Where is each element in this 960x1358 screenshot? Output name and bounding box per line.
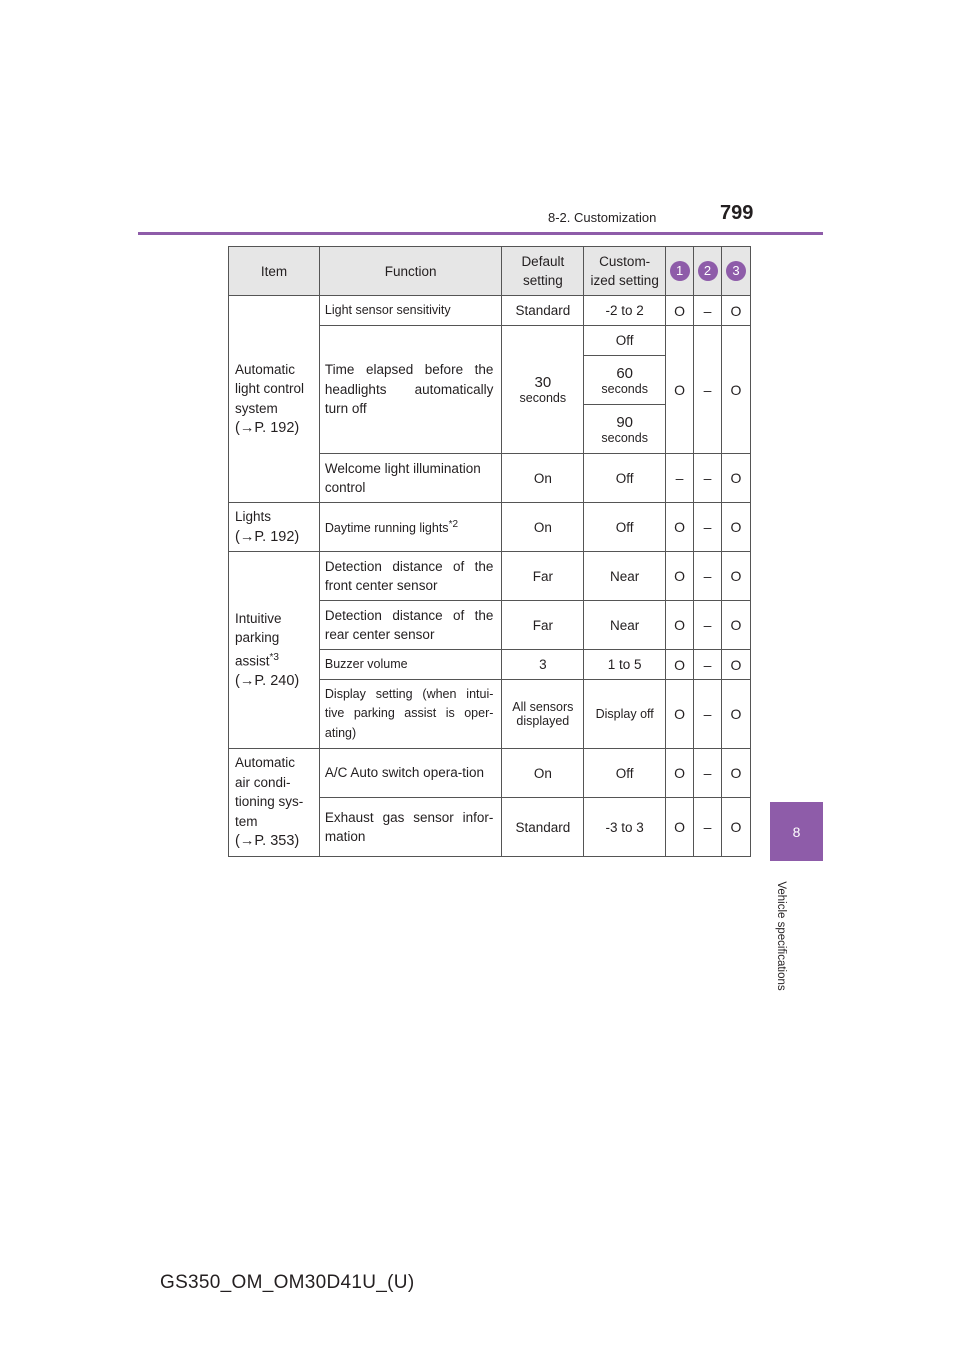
- table-header-row: [229, 247, 751, 296]
- function-cell: Buzzer volume: [319, 650, 502, 680]
- method-3-cell: O: [722, 454, 751, 503]
- method-1-cell: O: [666, 503, 694, 552]
- default-cell: On: [502, 503, 584, 552]
- default-cell: Far: [502, 552, 584, 601]
- item-lights: Lights (→P. 192): [229, 503, 320, 552]
- default-cell: 3: [502, 650, 584, 680]
- method-3-cell: O: [722, 798, 751, 857]
- method-3-cell: O: [722, 749, 751, 798]
- custom-cell: Display off: [584, 680, 666, 749]
- custom-cell: Off: [584, 454, 666, 503]
- function-cell: Welcome light illumination control: [319, 454, 502, 503]
- method-3-cell: O: [722, 552, 751, 601]
- col-method-3: [722, 247, 751, 296]
- custom-cell: 60 seconds: [584, 356, 666, 405]
- method-1-cell: O: [666, 326, 694, 454]
- chapter-number: 8: [792, 823, 801, 840]
- custom-cell: -3 to 3: [584, 798, 666, 857]
- method-2-cell: –: [694, 749, 722, 798]
- method-2-cell: –: [694, 680, 722, 749]
- method-1-cell: O: [666, 680, 694, 749]
- method-3-cell: O: [722, 503, 751, 552]
- item-automatic-light-control: Automatic light control system (→P. 192): [229, 296, 320, 503]
- document-code: GS350_OM_OM30D41U_(U): [160, 1272, 415, 1293]
- custom-cell: 1 to 5: [584, 650, 666, 680]
- method-2-icon: 2: [698, 261, 718, 281]
- method-2-cell: –: [694, 326, 722, 454]
- col-item: Item: [229, 247, 320, 296]
- custom-cell: Off: [584, 503, 666, 552]
- default-cell: All sensors displayed: [502, 680, 584, 749]
- table-row: [229, 552, 751, 601]
- item-intuitive-parking-assist: Intuitive parking assist$^{*3}$ (→P. 240): [229, 552, 320, 749]
- header-rule: [138, 232, 823, 235]
- method-2-cell: –: [694, 552, 722, 601]
- default-cell: Far: [502, 601, 584, 650]
- table-row: [229, 749, 751, 798]
- table-row: [229, 296, 751, 326]
- custom-cell: Off: [584, 749, 666, 798]
- method-3-cell: O: [722, 326, 751, 454]
- method-1-cell: O: [666, 601, 694, 650]
- method-1-cell: O: [666, 296, 694, 326]
- method-2-cell: –: [694, 454, 722, 503]
- custom-cell: Near: [584, 601, 666, 650]
- method-3-cell: O: [722, 601, 751, 650]
- method-1-cell: O: [666, 552, 694, 601]
- default-cell: On: [502, 749, 584, 798]
- col-default: Default setting: [502, 247, 584, 296]
- method-3-cell: O: [722, 650, 751, 680]
- method-1-cell: –: [666, 454, 694, 503]
- page-number: 799: [720, 202, 754, 224]
- table-row: [229, 503, 751, 552]
- section-title: 8-2. Customization: [548, 210, 657, 225]
- item-automatic-air-conditioning: Automatic air condi- tioning sys- tem (→P. 353): [229, 749, 320, 857]
- function-cell: Daytime running lights$^{*2}$: [319, 503, 502, 552]
- col-method-2: [694, 247, 722, 296]
- col-function: Function: [319, 247, 502, 296]
- chapter-side-label: Vehicle specifications: [775, 881, 787, 991]
- method-2-cell: –: [694, 798, 722, 857]
- method-3-cell: O: [722, 296, 751, 326]
- custom-cell: Off: [584, 326, 666, 356]
- default-cell: Standard: [502, 296, 584, 326]
- chapter-tab[interactable]: [770, 802, 823, 861]
- col-method-1: [666, 247, 694, 296]
- method-1-cell: O: [666, 798, 694, 857]
- function-cell: Display setting (when intui-tive parking assist is oper-ating): [319, 680, 502, 749]
- method-2-cell: –: [694, 650, 722, 680]
- customization-table: [228, 246, 751, 857]
- method-3-icon: 3: [726, 261, 746, 281]
- function-cell: Time elapsed before the headlights automatically turn off: [319, 326, 502, 454]
- function-cell: Detection distance of the rear center sensor: [319, 601, 502, 650]
- default-cell: 30 seconds: [502, 326, 584, 454]
- method-1-icon: 1: [670, 261, 690, 281]
- method-2-cell: –: [694, 601, 722, 650]
- method-3-cell: O: [722, 680, 751, 749]
- function-cell: Light sensor sensitivity: [319, 296, 502, 326]
- method-2-cell: –: [694, 296, 722, 326]
- custom-cell: -2 to 2: [584, 296, 666, 326]
- default-cell: On: [502, 454, 584, 503]
- method-1-cell: O: [666, 650, 694, 680]
- method-1-cell: O: [666, 749, 694, 798]
- method-2-cell: –: [694, 503, 722, 552]
- function-cell: A/C Auto switch opera-tion: [319, 749, 502, 798]
- col-custom: Custom- ized setting: [584, 247, 666, 296]
- custom-cell: Near: [584, 552, 666, 601]
- function-cell: Detection distance of the front center sensor: [319, 552, 502, 601]
- function-cell: Exhaust gas sensor infor-mation: [319, 798, 502, 857]
- custom-cell: 90 seconds: [584, 405, 666, 454]
- default-cell: Standard: [502, 798, 584, 857]
